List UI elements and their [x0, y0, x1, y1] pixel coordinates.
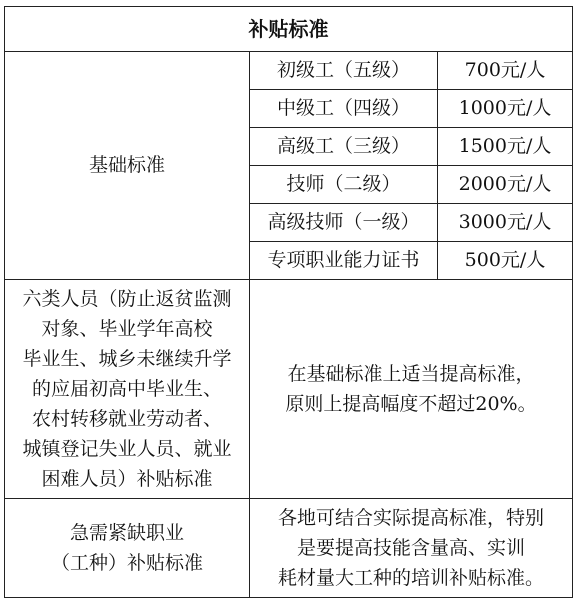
label-line: 急需紧缺职业	[69, 522, 184, 544]
subsidy-amount-cell: 3000元/人	[438, 204, 573, 242]
table-title: 补贴标准	[5, 7, 573, 52]
label-line: 城镇登记失业人员、就业	[22, 438, 232, 460]
skill-level-cell: 专项职业能力证书	[250, 242, 438, 280]
skill-level-cell: 中级工（四级）	[250, 90, 438, 128]
skill-level-cell: 高级工（三级）	[250, 128, 438, 166]
subsidy-standard-table-container	[4, 6, 572, 588]
shortage-label	[5, 499, 250, 598]
note-line: 在基础标准上适当提高标准，	[287, 363, 535, 385]
label-line: 毕业生、城乡未继续升学	[22, 348, 232, 370]
skill-level-cell: 高级技师（一级）	[250, 204, 438, 242]
six-groups-note	[250, 280, 573, 499]
note-line: 各地可结合实际提高标准，特别	[277, 507, 544, 529]
note-line: 原则上提高幅度不超过20%。	[285, 393, 537, 415]
note-line: 耗材量大工种的培训补贴标准。	[277, 567, 544, 589]
label-line: 六类人员（防止返贫监测	[22, 288, 232, 310]
subsidy-amount-cell: 1000元/人	[438, 90, 573, 128]
subsidy-amount-cell: 500元/人	[438, 242, 573, 280]
label-line: 困难人员）补贴标准	[41, 468, 213, 490]
shortage-row	[5, 499, 573, 598]
label-line: （工种）补贴标准	[50, 552, 203, 574]
table-row	[5, 52, 573, 90]
subsidy-standard-table	[4, 6, 573, 598]
subsidy-amount-cell: 700元/人	[438, 52, 573, 90]
label-line: 的应届初高中毕业生、	[31, 378, 222, 400]
label-line: 对象、毕业学年高校	[41, 318, 213, 340]
shortage-note	[250, 499, 573, 598]
note-line: 是要提高技能含量高、实训	[296, 537, 525, 559]
basic-standard-label: 基础标准	[5, 52, 250, 280]
six-groups-label	[5, 280, 250, 499]
skill-level-cell: 技师（二级）	[250, 166, 438, 204]
subsidy-amount-cell: 2000元/人	[438, 166, 573, 204]
subsidy-amount-cell: 1500元/人	[438, 128, 573, 166]
skill-level-cell: 初级工（五级）	[250, 52, 438, 90]
table-header-row	[5, 7, 573, 52]
label-line: 农村转移就业劳动者、	[31, 408, 222, 430]
six-groups-row	[5, 280, 573, 499]
